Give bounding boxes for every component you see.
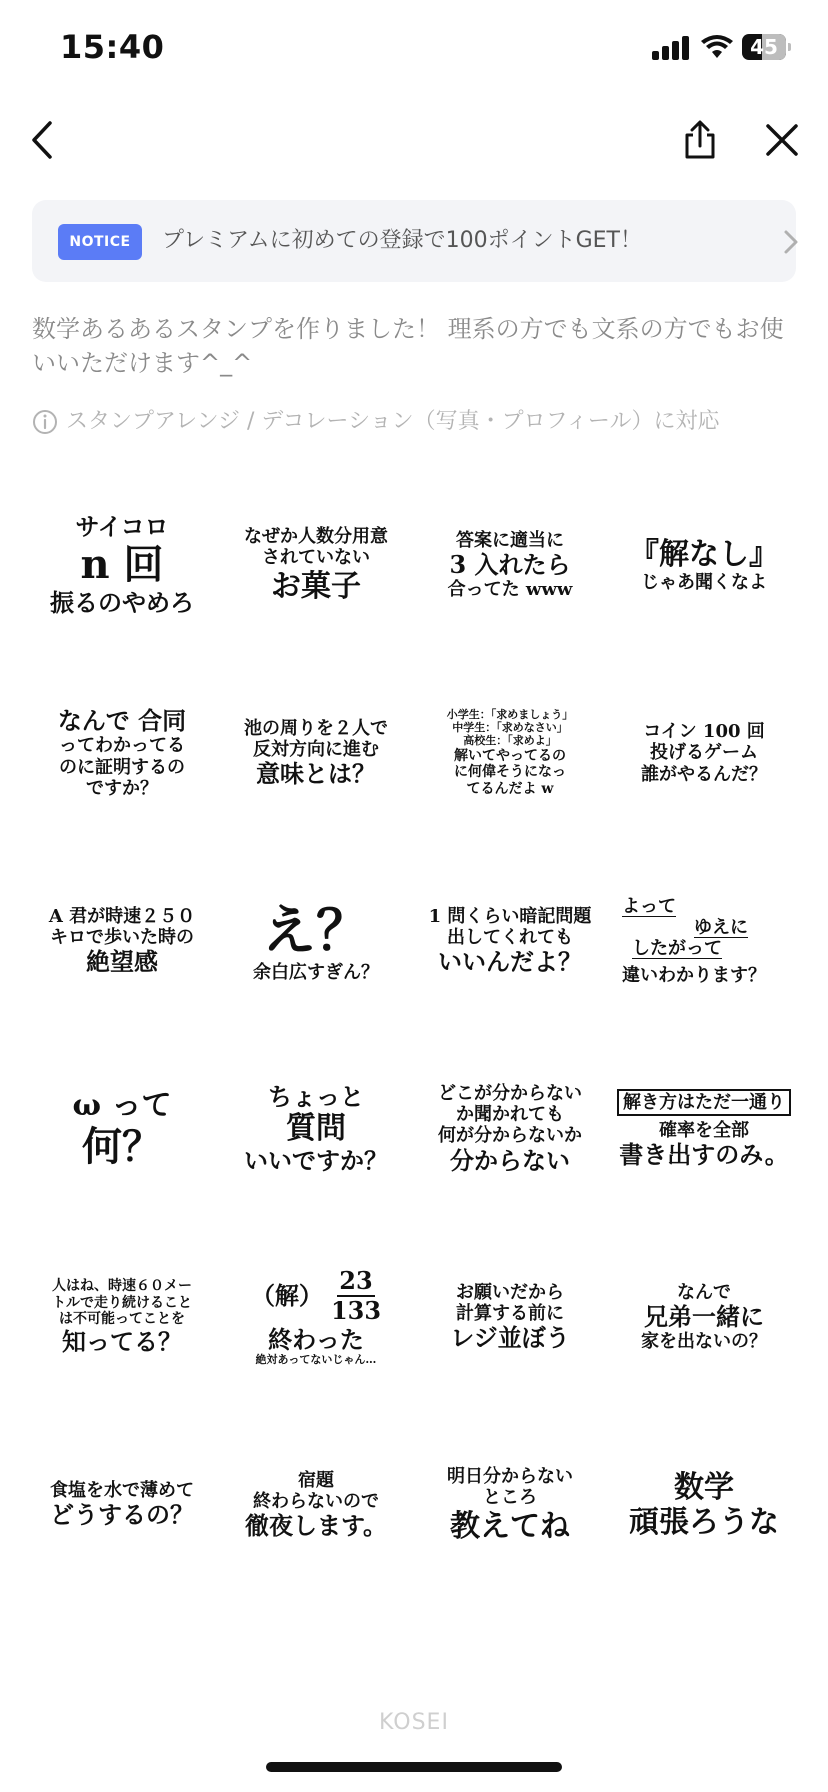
sticker-2[interactable]	[226, 480, 406, 650]
sticker-text: 投げるゲーム	[650, 742, 758, 764]
sticker-text: 誰がやるんだ？	[641, 763, 767, 785]
chevron-left-icon	[28, 119, 56, 161]
sticker-text: n 回	[80, 541, 164, 589]
sticker-text: 答案に適当に	[456, 529, 564, 551]
sticker-text: 確率を全部	[659, 1119, 749, 1141]
sticker-text: ってわかってる	[59, 735, 185, 757]
sticker-11[interactable]	[420, 856, 600, 1026]
sticker-text: 合ってた www	[447, 579, 573, 601]
sticker-text: 違いわかります？	[622, 965, 766, 987]
sticker-21[interactable]	[32, 1420, 212, 1590]
sticker-13[interactable]	[32, 1044, 212, 1214]
sticker-text: いいですか？	[244, 1145, 388, 1175]
sticker-text: トルで走り続けること	[52, 1294, 192, 1311]
sticker-18[interactable]	[226, 1232, 406, 1402]
sticker-text: なんで	[677, 1281, 731, 1303]
sticker-16[interactable]	[614, 1044, 794, 1214]
sticker-text: ω って	[72, 1087, 172, 1123]
chevron-right-icon	[778, 226, 802, 258]
sticker-text: 徹夜します。	[244, 1511, 388, 1541]
notice-badge: NOTICE	[58, 224, 142, 260]
sticker-text: なんで 合同	[57, 705, 187, 735]
sticker-text: 人はね、時速６０メー	[52, 1278, 192, 1295]
sticker-text: サイコロ	[75, 512, 169, 542]
sticker-text: え？	[262, 897, 370, 962]
sticker-text: されていない	[262, 547, 370, 569]
sticker-1[interactable]	[32, 480, 212, 650]
notice-banner[interactable]	[32, 200, 796, 282]
sticker-12[interactable]	[614, 856, 794, 1026]
sticker-text: 出してくれても	[447, 926, 573, 948]
sticker-text: キロで歩いた時の	[50, 926, 194, 948]
sticker-text: 中学生：「求めなさい」	[452, 720, 568, 734]
sticker-text: 兄弟一緒に	[644, 1301, 764, 1331]
back-button[interactable]	[12, 110, 72, 170]
close-icon	[764, 122, 800, 158]
sticker-17[interactable]	[32, 1232, 212, 1402]
sticker-text: 質問	[286, 1111, 346, 1147]
sticker-10[interactable]	[226, 856, 406, 1026]
sticker-text: コイン 100 回	[643, 721, 765, 743]
sticker-3[interactable]	[420, 480, 600, 650]
sticker-9[interactable]	[32, 856, 212, 1026]
battery-level: 45	[750, 35, 778, 59]
sticker-text: 書き出すのみ。	[619, 1140, 789, 1170]
support-text: スタンプアレンジ / デコレーション（写真・プロフィール）に対応	[66, 409, 720, 434]
status-time: 15:40	[60, 28, 165, 66]
status-bar	[0, 0, 828, 100]
battery-icon	[742, 34, 788, 60]
sticker-text: 教えてね	[450, 1508, 570, 1544]
sticker-text: どうするの？	[50, 1500, 194, 1530]
sticker-text: 終わらないので	[253, 1490, 379, 1512]
sticker-text: 家を出ないの？	[641, 1331, 767, 1353]
sticker-text: 『解なし』	[629, 536, 779, 572]
sticker-text: ですか？	[86, 777, 158, 799]
wifi-icon	[700, 34, 734, 60]
sticker-text: 解いてやってるの	[454, 747, 566, 764]
fraction-numerator: 23	[337, 1267, 374, 1297]
sticker-22[interactable]	[226, 1420, 406, 1590]
sticker-text: 数学	[674, 1469, 734, 1505]
share-icon	[681, 119, 719, 161]
sticker-text: 食塩を水で薄めて	[50, 1480, 194, 1502]
sticker-23[interactable]	[420, 1420, 600, 1590]
arrange-support-info	[32, 404, 812, 440]
sticker-text: 1 問くらい暗記問題	[428, 905, 592, 927]
sticker-text: のに証明するの	[59, 756, 185, 778]
sticker-text: 分からない	[450, 1145, 570, 1175]
sticker-14[interactable]	[226, 1044, 406, 1214]
sticker-8[interactable]	[614, 668, 794, 838]
nav-bar	[0, 110, 828, 180]
sticker-text: （解）	[250, 1281, 323, 1311]
sticker-text: 明日分からない	[447, 1466, 573, 1488]
sticker-4[interactable]	[614, 480, 794, 650]
sticker-19[interactable]	[420, 1232, 600, 1402]
sticker-text: いいんだよ？	[438, 947, 582, 977]
sticker-text: 池の周りを２人で	[244, 717, 388, 739]
sticker-5[interactable]	[32, 668, 212, 838]
sticker-text: よって	[622, 895, 676, 917]
notice-text: プレミアムに初めての登録で100ポイントGET！	[162, 228, 642, 253]
sticker-text: したがって	[632, 938, 722, 959]
sticker-text: レジ並ぼう	[450, 1323, 570, 1353]
info-icon	[32, 409, 58, 435]
sticker-text: じゃあ聞くなよ	[641, 572, 767, 594]
sticker-text: 宿題	[298, 1469, 334, 1491]
sticker-text: ちょっと	[268, 1081, 364, 1111]
sticker-text: 高校生：「求めよ」	[463, 733, 557, 747]
fraction	[331, 1267, 381, 1326]
sticker-text: 小学生：「求めましょう」	[446, 707, 574, 721]
creator-name[interactable]: KOSEI	[379, 1710, 449, 1735]
sticker-15[interactable]	[420, 1044, 600, 1214]
sticker-text: 計算する前に	[456, 1302, 564, 1324]
home-indicator[interactable]	[266, 1762, 562, 1772]
sticker-text: 何が分からないか	[438, 1125, 582, 1147]
sticker-text: ところ	[483, 1487, 537, 1509]
sticker-20[interactable]	[614, 1232, 794, 1402]
sticker-text: 反対方向に進む	[253, 738, 379, 760]
sticker-text: お菓子	[271, 568, 361, 604]
close-button[interactable]	[752, 110, 812, 170]
sticker-7[interactable]	[420, 668, 600, 838]
sticker-text: に何偉そうになっ	[454, 764, 566, 781]
sticker-text: ゆえに	[694, 916, 748, 938]
sticker-text: A 君が時速２５０	[48, 905, 196, 927]
sticker-text: 意味とは？	[256, 759, 376, 789]
sticker-text: 終わった	[268, 1324, 364, 1354]
sticker-text: 振るのやめろ	[50, 587, 194, 617]
sticker-text: どこが分からない	[438, 1082, 582, 1104]
sticker-text: 絶対あってないじゃん…	[255, 1352, 377, 1366]
sticker-text: 知ってる？	[62, 1326, 182, 1356]
sticker-text: 解き方はただ一通り	[617, 1089, 791, 1116]
cellular-signal-icon	[652, 36, 692, 60]
sticker-description: 数学あるあるスタンプを作りました！ 理系の方でも文系の方でもお使いいただけます^_^	[32, 315, 784, 377]
sticker-text: 頑張ろうな	[629, 1505, 779, 1540]
sticker-text: 何？	[82, 1123, 162, 1171]
sticker-6[interactable]	[226, 668, 406, 838]
share-button[interactable]	[670, 110, 730, 170]
sticker-text: は不可能ってことを	[59, 1311, 185, 1328]
sticker-text: 余白広すぎん？	[253, 962, 379, 984]
sticker-text: てるんだよ w	[466, 780, 554, 797]
sticker-text: お願いだから	[456, 1281, 564, 1303]
fraction-denominator: 133	[330, 1296, 382, 1326]
sticker-text: 絶望感	[86, 947, 158, 977]
sticker-text: か聞かれても	[456, 1104, 564, 1126]
fraction-row	[251, 1267, 381, 1326]
sticker-text: なぜか人数分用意	[244, 526, 388, 548]
sticker-text: 3 入れたら	[449, 549, 571, 579]
sticker-24[interactable]	[614, 1420, 794, 1590]
